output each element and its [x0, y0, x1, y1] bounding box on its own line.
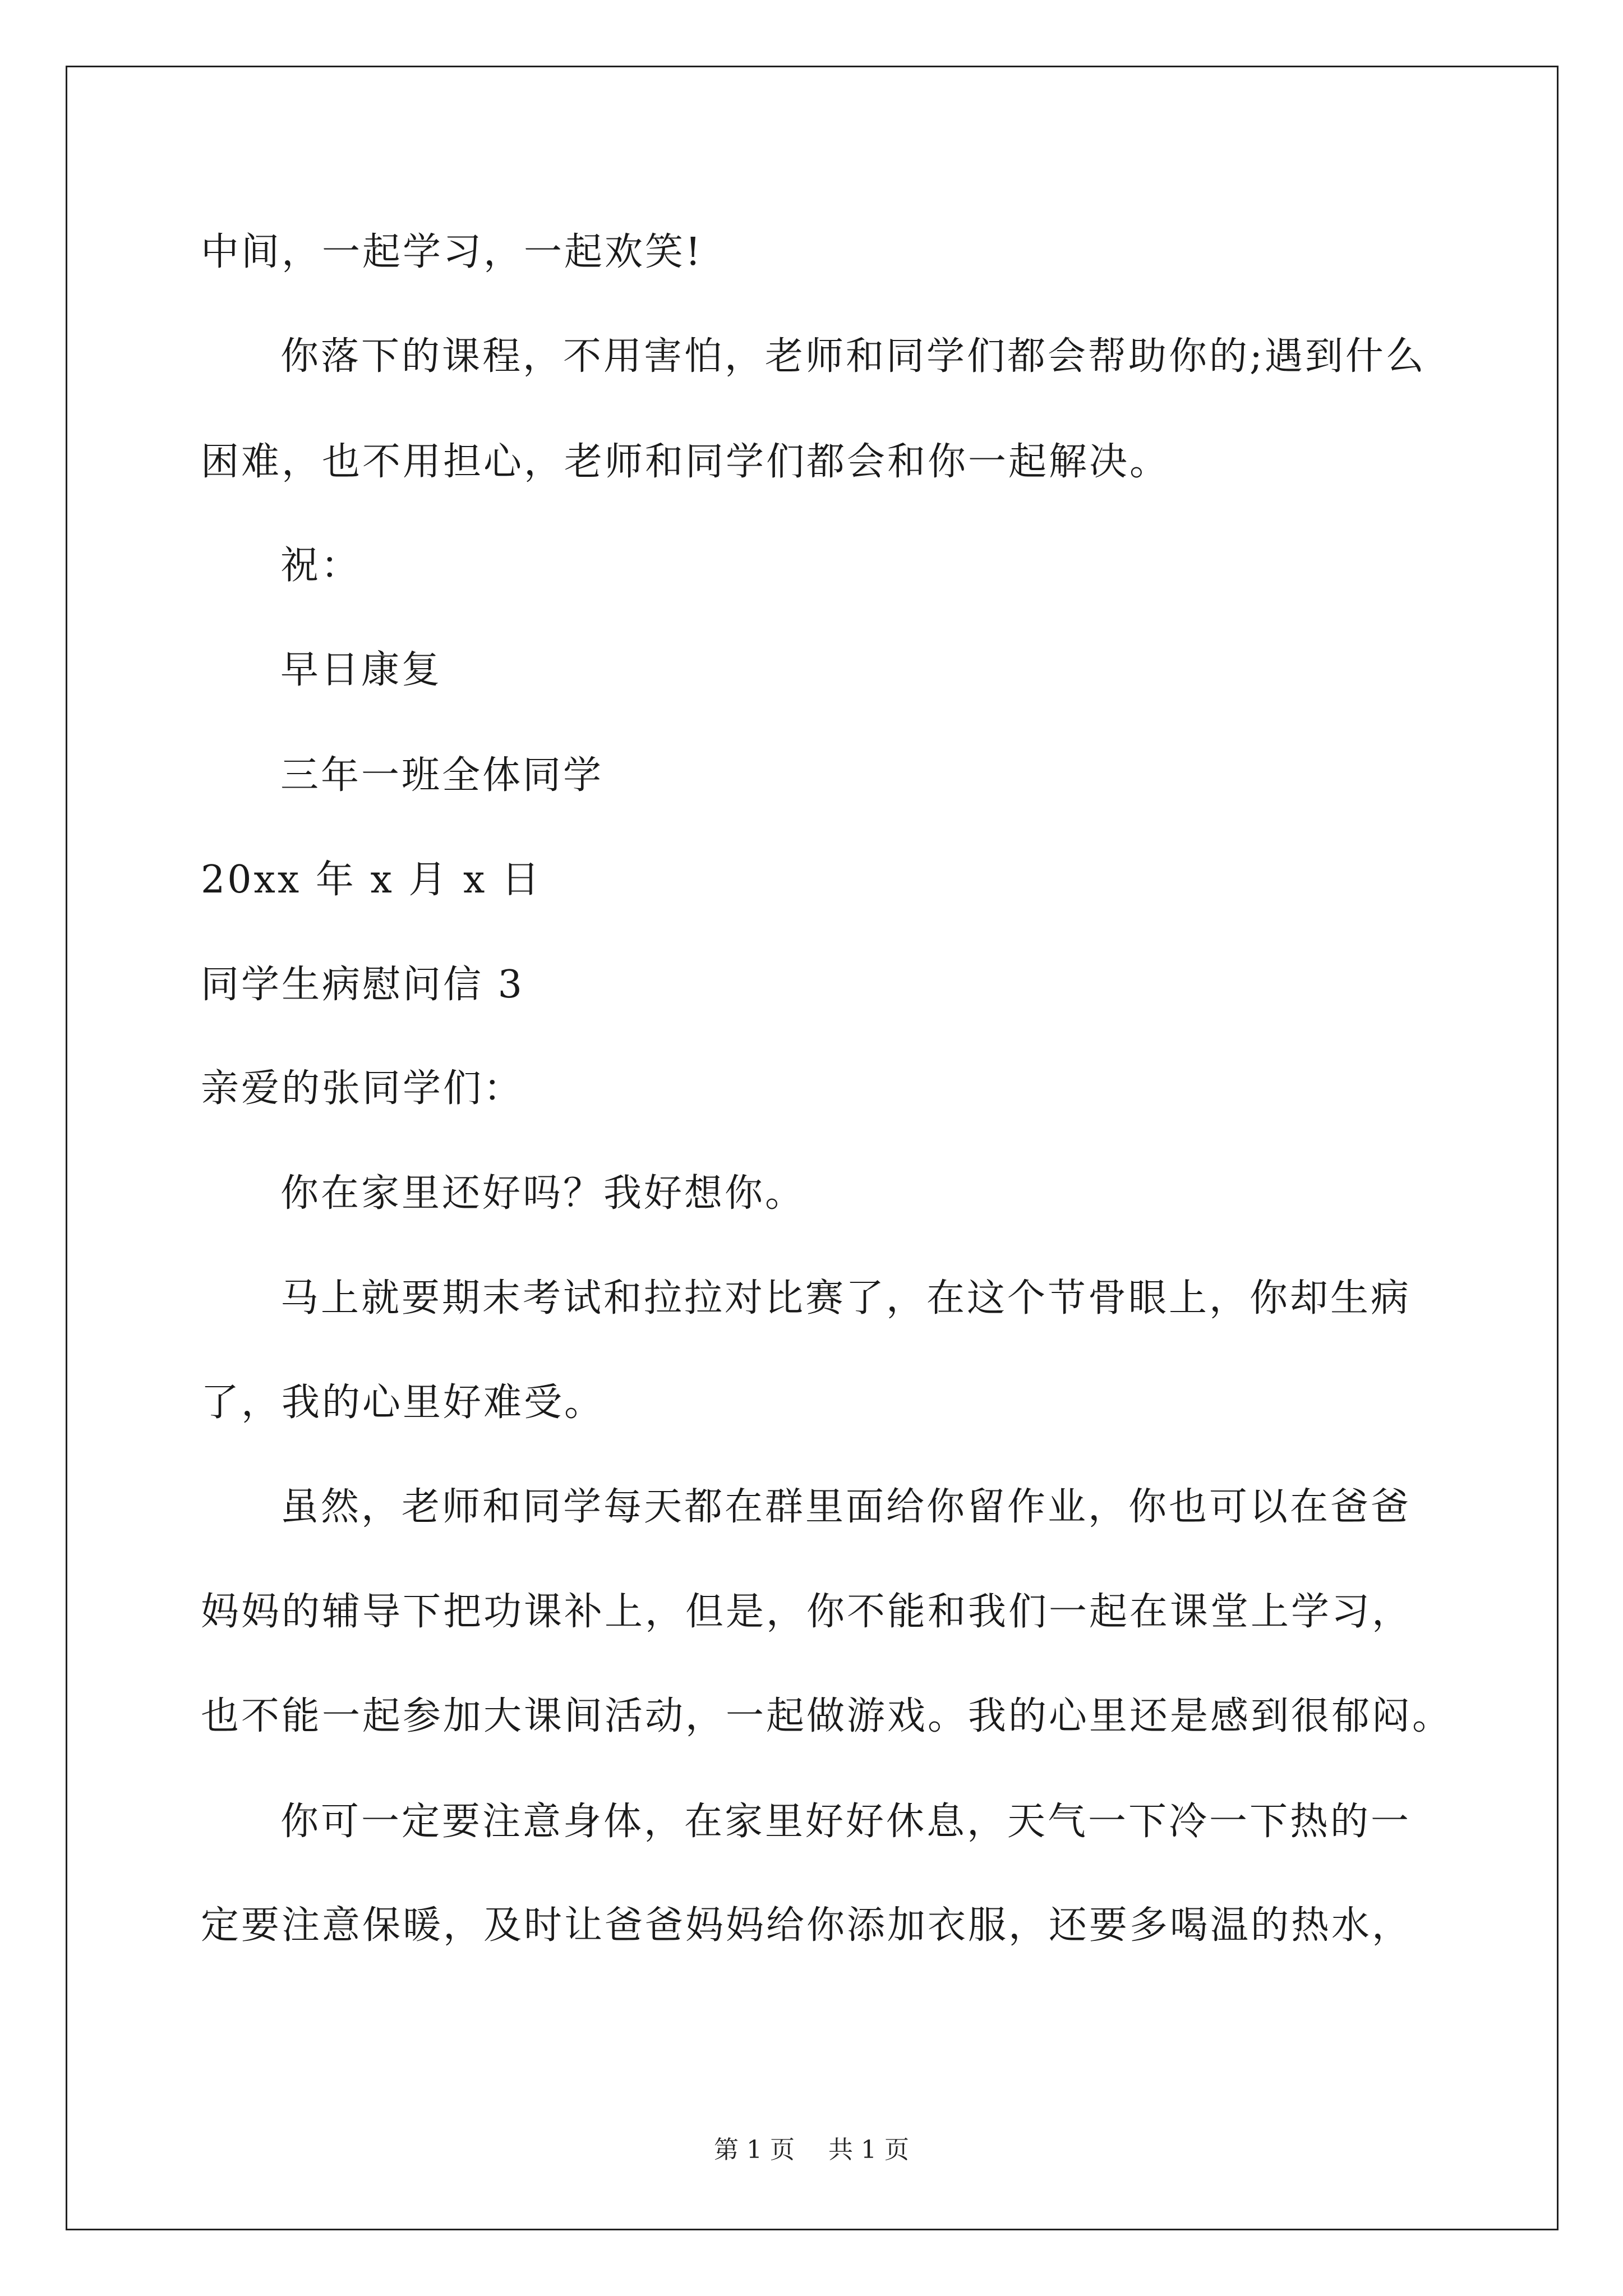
text-line: 你落下的课程，不用害怕，老师和同学们都会帮助你的;遇到什么 — [280, 334, 1426, 379]
text-line: 你在家里还好吗？我好想你。 — [280, 1171, 806, 1216]
date-line: 20xx 年 x 月 x 日 — [201, 858, 542, 902]
salutation-line: 祝： — [280, 544, 362, 588]
text-line: 虽然，老师和同学每天都在群里面给你留作业，你也可以在爸爸 — [280, 1485, 1412, 1529]
page-number: 第 1 页 — [714, 2136, 795, 2164]
text-line: 也不能一起参加大课间活动，一起做游戏。我的心里还是感到很郁闷。 — [201, 1694, 1453, 1738]
text-line: 中间，一起学习，一起欢笑! — [201, 230, 703, 274]
section-title: 同学生病慰问信 3 — [201, 963, 524, 1007]
greeting-line: 亲爱的张同学们： — [201, 1066, 524, 1111]
text-line: 定要注意保暖，及时让爸爸妈妈给你添加衣服，还要多喝温的热水， — [201, 1903, 1413, 1948]
text-line: 了，我的心里好难受。 — [201, 1381, 605, 1425]
page-total: 共 1 页 — [828, 2136, 909, 2164]
signature-line: 三年一班全体同学 — [280, 753, 604, 798]
text-line: 马上就要期末考试和拉拉对比赛了，在这个节骨眼上，你却生病 — [280, 1276, 1412, 1320]
page-footer — [0, 2133, 1623, 2167]
wish-line: 早日康复 — [280, 648, 442, 692]
text-line: 你可一定要注意身体，在家里好好休息，天气一下冷一下热的一 — [280, 1800, 1412, 1844]
text-line: 妈妈的辅导下把功课补上，但是，你不能和我们一起在课堂上学习， — [201, 1590, 1413, 1634]
text-line: 困难，也不用担心，老师和同学们都会和你一起解决。 — [201, 440, 1170, 484]
